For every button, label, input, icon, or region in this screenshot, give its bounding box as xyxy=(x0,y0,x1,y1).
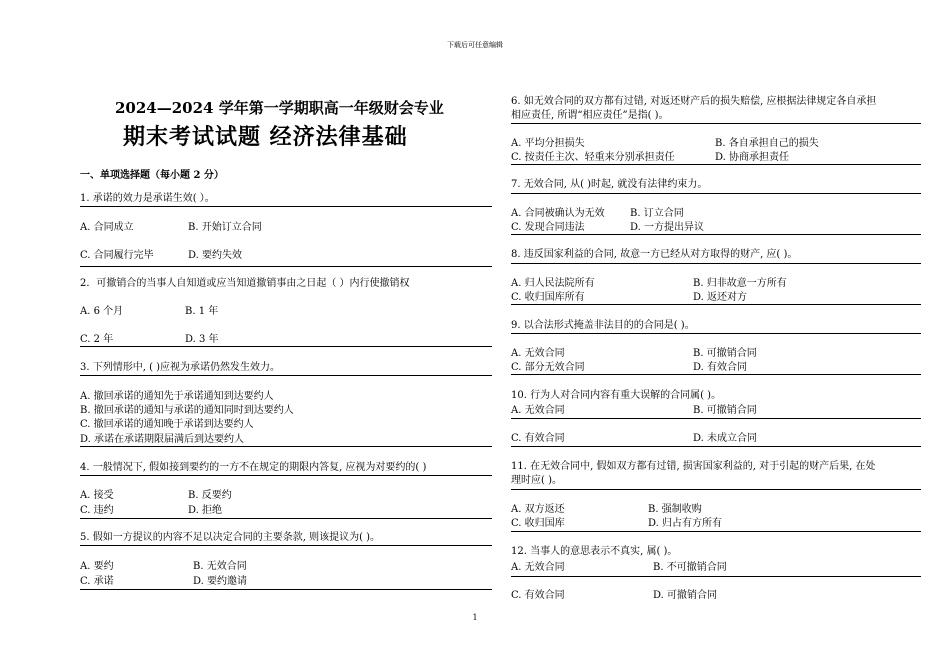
option-c: C. 承诺 xyxy=(80,576,114,587)
divider xyxy=(511,333,921,334)
divider xyxy=(80,446,492,447)
divider xyxy=(80,589,492,590)
option-c: C. 2 年 xyxy=(80,334,114,345)
option-b: B. 1 年 xyxy=(185,306,219,317)
option-c: C. 撤回承诺的通知晚于承诺到达要约人 xyxy=(80,419,254,430)
option-d: D. 可撤销合同 xyxy=(653,590,718,601)
option-b: B. 强制收购 xyxy=(648,504,702,515)
option-d: D. 返还对方 xyxy=(693,292,748,303)
question-stem-line1: 6. 如无效合同的双方都有过错, 对返还财产后的损失赔偿, 应根据法律规定各自承担 xyxy=(511,96,877,107)
exam-title-line2: 期末考试试题 经济法律基础 xyxy=(123,124,408,150)
option-b: B. 不可撤销合同 xyxy=(653,562,727,573)
option-d: D. 3 年 xyxy=(185,334,219,345)
option-d: D. 一方提出异议 xyxy=(630,222,705,233)
option-d: D. 承诺在承诺期限届满后到达要约人 xyxy=(80,434,245,445)
option-b: B. 开始订立合同 xyxy=(188,222,262,233)
option-d: D. 要约失效 xyxy=(188,250,243,261)
divider xyxy=(80,518,492,519)
question-stem: 8. 违反国家利益的合同, 故意一方已经从对方取得的财产, 应( )。 xyxy=(511,249,798,260)
option-c: C. 有效合同 xyxy=(511,590,565,601)
option-b: B. 反要约 xyxy=(188,490,232,501)
question-stem: 2．可撤销合的当事人自知道或应当知道撤销事由之日起（ ）内行使撤销权 xyxy=(80,278,410,289)
section-heading: 一、单项选择题（每小题 2 分） xyxy=(80,170,224,181)
divider xyxy=(80,206,492,207)
divider xyxy=(511,193,921,194)
divider xyxy=(511,123,921,124)
option-d: D. 拒绝 xyxy=(188,505,223,516)
divider xyxy=(511,446,921,447)
exam-title-line1: 2024—2024 学年第一学期职高一年级财会专业 xyxy=(115,99,444,117)
option-d: D. 要约邀请 xyxy=(193,576,248,587)
option-c: C. 合同履行完毕 xyxy=(80,250,154,261)
option-b: B. 可撤销合同 xyxy=(693,348,757,359)
option-c: C. 部分无效合同 xyxy=(511,362,585,373)
page-number: 1 xyxy=(472,613,478,622)
divider xyxy=(80,545,492,546)
option-b: B. 归非故意一方所有 xyxy=(693,278,787,289)
question-stem: 4. 一般情况下, 假如接到要约的一方不在规定的期限内答复, 应视为对要约的( ) xyxy=(80,462,427,473)
question-stem: 9. 以合法形式掩盖非法目的的合同是( )。 xyxy=(511,320,695,331)
option-b: B. 各自承担自己的损失 xyxy=(715,138,819,149)
divider xyxy=(511,304,921,305)
option-a: A. 平均分担损失 xyxy=(511,138,585,149)
divider xyxy=(80,375,492,376)
divider xyxy=(80,346,492,347)
option-a: A. 6 个月 xyxy=(80,306,124,317)
option-c: C. 收归国库所有 xyxy=(511,292,585,303)
question-stem: 12. 当事人的意思表示不真实, 属( )。 xyxy=(511,546,678,557)
divider xyxy=(511,263,921,264)
question-stem: 5. 假如一方提议的内容不足以决定合同的主要条款, 则该提议为( )。 xyxy=(80,532,381,543)
divider xyxy=(511,374,921,375)
option-d: D. 有效合同 xyxy=(693,362,748,373)
option-a: A. 撤回承诺的通知先于承诺通知到达要约人 xyxy=(80,391,274,402)
divider xyxy=(511,164,921,165)
option-c: C. 发现合同违法 xyxy=(511,222,585,233)
question-stem-line1: 11. 在无效合同中, 假如双方都有过错, 损害国家利益的, 对于引起的财产后果, 在处 xyxy=(511,461,876,472)
option-c: C. 有效合同 xyxy=(511,433,565,444)
question-stem: 3. 下列情形中, ( )应视为承诺仍然发生效力。 xyxy=(80,362,281,373)
question-stem-line2: 相应责任, 所谓“相应责任”是指( )。 xyxy=(511,110,669,121)
option-d: D. 归占有方所有 xyxy=(648,518,723,529)
question-stem: 7. 无效合同, 从( )时起, 就没有法律约束力。 xyxy=(511,179,708,190)
divider xyxy=(80,475,492,476)
question-stem: 1. 承诺的效力是承诺生效( ）。 xyxy=(80,193,215,204)
option-c: C. 按责任主次、轻重来分别承担责任 xyxy=(511,152,675,163)
option-a: A. 无效合同 xyxy=(511,348,565,359)
option-a: A. 归人民法院所有 xyxy=(511,278,595,289)
divider xyxy=(511,234,921,235)
divider xyxy=(511,531,921,532)
option-a: A. 合同被确认为无效 xyxy=(511,208,605,219)
question-stem-line2: 理时应( )。 xyxy=(511,475,562,486)
option-b: B. 订立合同 xyxy=(630,208,684,219)
option-c: C. 违约 xyxy=(80,505,114,516)
option-b: B. 撤回承诺的通知与承诺的通知同时到达要约人 xyxy=(80,405,294,416)
divider xyxy=(511,576,921,577)
option-b: B. 可撤销合同 xyxy=(693,405,757,416)
divider xyxy=(511,418,921,419)
divider xyxy=(80,266,492,267)
option-a: A. 双方返还 xyxy=(511,504,565,515)
option-a: A. 合同成立 xyxy=(80,222,134,233)
option-a: A. 无效合同 xyxy=(511,405,565,416)
option-d: D. 未成立合同 xyxy=(693,433,758,444)
divider xyxy=(511,489,921,490)
question-stem: 10. 行为人对合同内容有重大误解的合同属( )。 xyxy=(511,390,722,401)
option-a: A. 无效合同 xyxy=(511,562,565,573)
option-a: A. 要约 xyxy=(80,561,114,572)
option-b: B. 无效合同 xyxy=(193,561,247,572)
option-a: A. 接受 xyxy=(80,490,114,501)
option-d: D. 协商承担责任 xyxy=(715,152,790,163)
header-note: 下载后可任意编辑 xyxy=(447,41,503,49)
option-c: C. 收归国库 xyxy=(511,518,565,529)
